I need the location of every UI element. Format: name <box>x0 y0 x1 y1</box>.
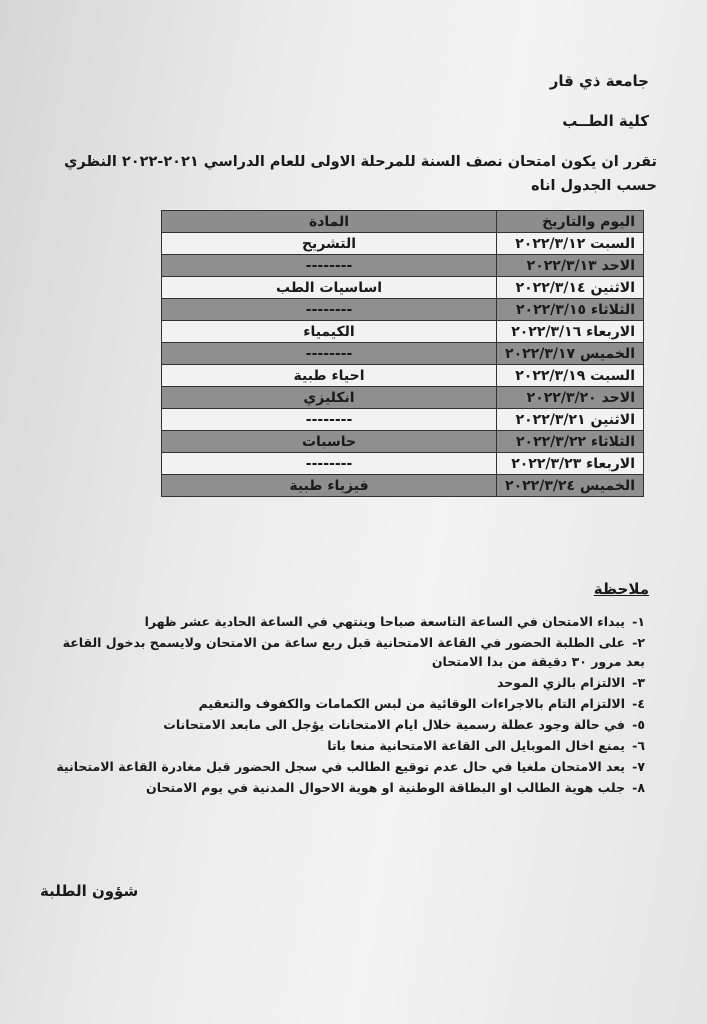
row-subject: -------- <box>162 343 497 365</box>
table-row <box>162 475 644 497</box>
row-subject: -------- <box>162 409 497 431</box>
table-row <box>162 387 644 409</box>
row-date: الاربعاء ٢٠٢٢/٣/٢٣ <box>497 453 644 475</box>
note-text: الالتزام بالزي الموحد <box>496 675 625 690</box>
table-row <box>162 255 644 277</box>
list-item <box>55 736 645 755</box>
university-name: جامعة ذي قار <box>549 72 649 90</box>
row-date: الاربعاء ٢٠٢٢/٣/١٦ <box>497 321 644 343</box>
note-text: في حالة وجود عطلة رسمية خلال ايام الامتحانات يؤجل الى مابعد الامتحانات <box>163 717 625 732</box>
row-subject: حاسبات <box>162 431 497 453</box>
row-date: الخميس ٢٠٢٢/٣/٢٤ <box>497 475 644 497</box>
column-header-date: اليوم والتاريخ <box>497 211 644 233</box>
list-item <box>55 633 645 671</box>
note-number: ٥- <box>632 717 645 732</box>
row-subject: احياء طبية <box>162 365 497 387</box>
row-subject: انكليزي <box>162 387 497 409</box>
row-date: الخميس ٢٠٢٢/٣/١٧ <box>497 343 644 365</box>
notes-list <box>55 612 645 799</box>
table-row <box>162 453 644 475</box>
table-row <box>162 299 644 321</box>
student-affairs-signature: شؤون الطلبة <box>40 882 139 900</box>
table-row <box>162 431 644 453</box>
exam-schedule-table <box>161 210 644 497</box>
announcement-text: تقرر ان يكون امتحان نصف السنة للمرحلة الاولى للعام الدراسي ٢٠٢١-٢٠٢٢ النظري حسب الجدول اناه <box>64 154 657 194</box>
note-text: يبداء الامتحان في الساعة التاسعة صباحا وينتهي في الساعة الحادية عشر ظهرا <box>144 614 625 629</box>
row-subject: التشريح <box>162 233 497 255</box>
row-subject: -------- <box>162 453 497 475</box>
list-item <box>55 757 645 776</box>
row-date: الثلاثاء ٢٠٢٢/٣/٢٢ <box>497 431 644 453</box>
note-number: ٦- <box>632 738 645 753</box>
table-row <box>162 409 644 431</box>
table-row <box>162 233 644 255</box>
note-number: ٤- <box>632 696 645 711</box>
row-date: الاثنين ٢٠٢٢/٣/٢١ <box>497 409 644 431</box>
notes-title: ملاحظة <box>593 580 649 598</box>
row-subject: -------- <box>162 255 497 277</box>
row-date: الاحد ٢٠٢٢/٣/١٣ <box>497 255 644 277</box>
row-date: الاثنين ٢٠٢٢/٣/١٤ <box>497 277 644 299</box>
note-text: يعد الامتحان ملغيا في حال عدم توقيع الطالب في سجل الحضور قبل مغادرة القاعة الامتحانية <box>56 759 625 774</box>
note-number: ٣- <box>632 675 645 690</box>
row-subject: الكيمياء <box>162 321 497 343</box>
note-number: ٢- <box>632 635 645 650</box>
list-item <box>55 612 645 631</box>
row-subject: فيزياء طبية <box>162 475 497 497</box>
table-row <box>162 321 644 343</box>
college-name: كلية الطــب <box>562 112 649 130</box>
note-text: على الطلبة الحضور في القاعة الامتحانية قبل ربع ساعة من الامتحان ولايسمح بدخول القاعة بعد مرور ٣٠ دقيقة من بدا الامتحان <box>62 635 645 669</box>
list-item <box>55 778 645 797</box>
row-subject: -------- <box>162 299 497 321</box>
row-date: السبت ٢٠٢٢/٣/١٢ <box>497 233 644 255</box>
table-row <box>162 365 644 387</box>
column-header-subject: المادة <box>162 211 497 233</box>
table-row <box>162 277 644 299</box>
note-text: جلب هوية الطالب او البطاقة الوطنية او هوية الاحوال المدنية في يوم الامتحان <box>146 780 625 795</box>
note-text: يمنع اخال الموبايل الى القاعة الامتحانية منعا باتا <box>327 738 625 753</box>
row-date: السبت ٢٠٢٢/٣/١٩ <box>497 365 644 387</box>
list-item <box>55 694 645 713</box>
table-row <box>162 343 644 365</box>
note-text: الالتزام التام بالاجراءات الوقائية من لبس الكمامات والكفوف والتعقيم <box>198 696 625 711</box>
row-date: الاحد ٢٠٢٢/٣/٢٠ <box>497 387 644 409</box>
table-header-row <box>162 211 644 233</box>
note-number: ١- <box>632 614 645 629</box>
list-item <box>55 715 645 734</box>
note-number: ٨- <box>632 780 645 795</box>
note-number: ٧- <box>632 759 645 774</box>
row-subject: اساسيات الطب <box>162 277 497 299</box>
list-item <box>55 673 645 692</box>
row-date: الثلاثاء ٢٠٢٢/٣/١٥ <box>497 299 644 321</box>
